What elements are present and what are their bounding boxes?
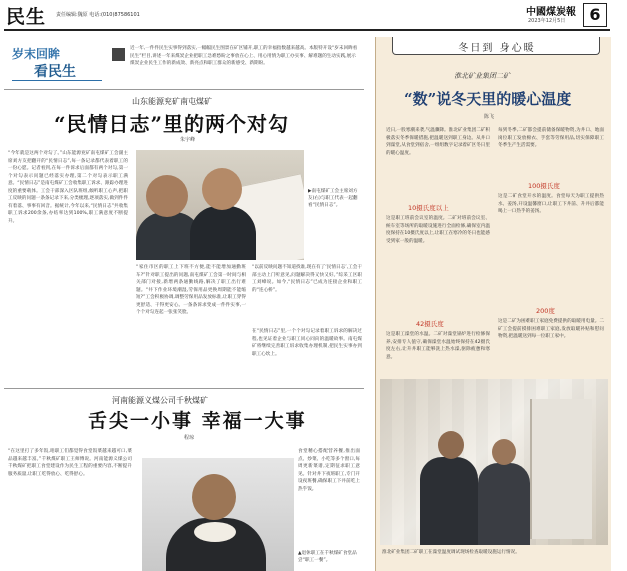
issue-date: 2023年12月5日 (528, 18, 566, 24)
panel-text-2: 这是职工澡堂的水温。二矿对澡堂锅炉进行检修保养,安排专人值守,确保澡堂水温始终保持在42摄氏度左右,让升井职工能够洗上热水澡,驱除疲惫和寒意。 (386, 332, 490, 360)
article1-headline: “民情日志”里的两个对勾 (54, 112, 290, 136)
article2-column3: 食堂精心搭配营养餐,推出面点、炒菜、小吃等多个窗口,每周更新菜谱,定期征求职工意见。针对井下夜班职工,专门开设夜班餐,确保职工下井前吃上热乎饭。 (298, 449, 360, 492)
section-title: 民生 (6, 6, 47, 28)
article2-photo (142, 458, 294, 571)
photo-worker-right-head (492, 439, 516, 465)
article1-column2: “家住市区的职工上下班不方便,能不能增加通勤班车?”针对职工提出的问题,南屯煤矿工会第一时间与相关部门对接,新增两条通勤线路,解决了职工出行难题。“井下作业环境潮湿,劳保用品更换周期能不能缩短?”工会积极协调,调整劳保用品发放标准,让职工穿得更舒适、干得更安心。一条条诉求变成一件件实事,一个个对勾连起一张张笑脸。 (136, 265, 246, 315)
feature-panel (375, 37, 611, 571)
panel-headline: “数”说冬天里的暖心温度 (404, 90, 572, 108)
panel-text-3: 每到冬季,二矿都会提前储备保暖物资,为井口、地面岗位职工发放棉衣、手套等劳保用品,切实保障职工冬季生产生活需要。 (498, 128, 604, 148)
column-logo-underline (12, 80, 102, 81)
article1-photo (136, 150, 304, 260)
article1-column4: 在“民情日志”里,一个个对勾记录着职工诉求的解决过程,也见证着企业与职工同心同向的温暖故事。南屯煤矿将继续完善职工诉求收集办理机制,把民生实事办到职工心坎上。 (252, 329, 362, 357)
panel-photo-caption: 淮北矿业集团二矿职工在澡堂温度调试现场检查取暖设施运行情况。 (382, 550, 520, 555)
panel-byline: 陈飞 (484, 114, 495, 120)
article-divider (4, 388, 364, 389)
photo-person-left-head (146, 175, 188, 217)
page-number-badge: 6 (583, 3, 607, 27)
photo-worker-right (478, 463, 530, 545)
article1-column3: “以前反映问题不知道找谁,现在有了‘民情日志’,工会干部主动上门听意见,问题解决得又快又好。”综采工区职工刘峰说。如今,“民情日志”已成为连接企业和职工的“连心桥”。 (252, 265, 362, 293)
editor-line: 责任编辑:魏原 电话:(010)87586101 (56, 12, 140, 18)
article2-byline: 程琼 (184, 435, 195, 441)
photo-worker-left-head (438, 431, 464, 459)
panel-text-1: 这是职工班前会议室的温度。二矿对班前会议室、候车室等场所的取暖设施进行全面检修,确保室内温度保持在10摄氏度以上,让职工在寒冷的冬日也能感受到家一般的温暖。 (386, 216, 490, 244)
intro-marker-icon (112, 48, 125, 61)
panel-kicker: 淮北矿业集团二矿 (454, 72, 510, 80)
column-header (4, 40, 364, 90)
panel-text-4: 这是二矿食堂开水的温度。食堂每天为职工提供热水、姜汤,开设温馨窗口,让职工下井前、升井后都能喝上一口热乎的姜汤。 (498, 194, 604, 214)
column-intro: 近一年,一件件民生实事得到落实,一幅幅民生图景在矿区铺开,职工的幸福指数越来越高。本版特开设“岁末回眸看民生”栏目,讲述一年来煤炭企业把职工急难愁盼之事放在心上、用心用情为职工办实事、解难题的生动实践,展示煤炭企业民生工作的新成效、新亮点和职工群众的新感受、新期盼。 (130, 46, 358, 66)
panel-text-5: 这是二矿为困难职工家庭免费提供的取暖用电量。二矿工会提前摸排困难职工家庭,发放取暖补贴和慰问物资,把温暖送到每一位职工家中。 (498, 319, 604, 339)
photo-person-head (192, 474, 236, 520)
article1-byline: 朱宇峰 (180, 137, 196, 143)
panel-subhead-1: 10摄氏度以上 (408, 204, 449, 212)
newspaper-name: 中國煤炭報 (526, 7, 576, 18)
main-news-area (4, 38, 364, 571)
panel-subhead-4: 200度 (536, 307, 555, 315)
article1-column1: “今年就是这两个对勾了。”山东能源兖矿南屯煤矿工会副主席刘方友把翻开的“民情日志”,每一条记录都代表着职工的一份心愿。记者看到,在每一件诉求后面都有两个对勾,第一个对勾表示问题已经落实办理,第二个对勾表示职工满意。“民情日志”是南屯煤矿工会收集职工诉求、跟踪办理进度的重要载体。工会干部深入区队班组,倾听职工心声,把职工反映的问题一条条记录下来,分类梳理,逐项落实,做到件件有着落、事事有回音。据统计,今年以来,“民情日志”共收集职工诉求200余条,办结率达到100%,职工满意度不断提升。 (8, 151, 128, 224)
masthead (0, 0, 627, 30)
column-logo (12, 45, 104, 83)
article1-photo-caption: ▶南屯煤矿工会主席刘方友(右)与职工代表一起翻看“民情日志”。 (308, 189, 358, 208)
article1-kicker: 山东能源兖矿南屯煤矿 (132, 97, 212, 106)
photo-food (194, 522, 236, 542)
photo-person-right-head (202, 168, 242, 210)
article2-photo-caption: ▲退休职工在千秋煤矿食堂品尝“职工一餐”。 (298, 551, 357, 563)
photo-person-right (190, 206, 256, 260)
panel-subhead-2: 42摄氏度 (416, 320, 444, 328)
photo-equipment (530, 399, 592, 539)
panel-intro: 近日,一股寒潮来袭,气温骤降。淮北矿业集团二矿积极落实冬季保暖措施,把温暖送到职工身边。从井口到澡堂,从食堂到宿舍,一组组数字记录着矿区冬日里的暖心温度。 (386, 128, 490, 156)
photo-worker-left (420, 457, 478, 545)
panel-subhead-3: 100摄氏度 (528, 182, 560, 190)
panel-tab-title: 冬日到 身心暖 (458, 43, 536, 54)
masthead-rule (4, 29, 610, 31)
article2-kicker: 河南能源义煤公司千秋煤矿 (112, 396, 208, 405)
panel-tab (392, 37, 600, 55)
panel-photo (380, 379, 608, 545)
article2-headline: 舌尖一小事 幸福一大事 (88, 410, 307, 432)
column-logo-line1: 岁末回眸 (12, 47, 61, 61)
column-logo-line2: 看民生 (34, 64, 76, 80)
article2-column1: “在这里打了多年饭,咱职工们都觉得食堂饭菜越来越可口,菜品越来越丰富。”千秋煤矿职工王师傅说。河南能源义煤公司千秋煤矿把职工食堂建设作为民生工程的重要内容,不断提升服务质量,让职工吃得放心、吃得舒心。 (8, 449, 132, 477)
